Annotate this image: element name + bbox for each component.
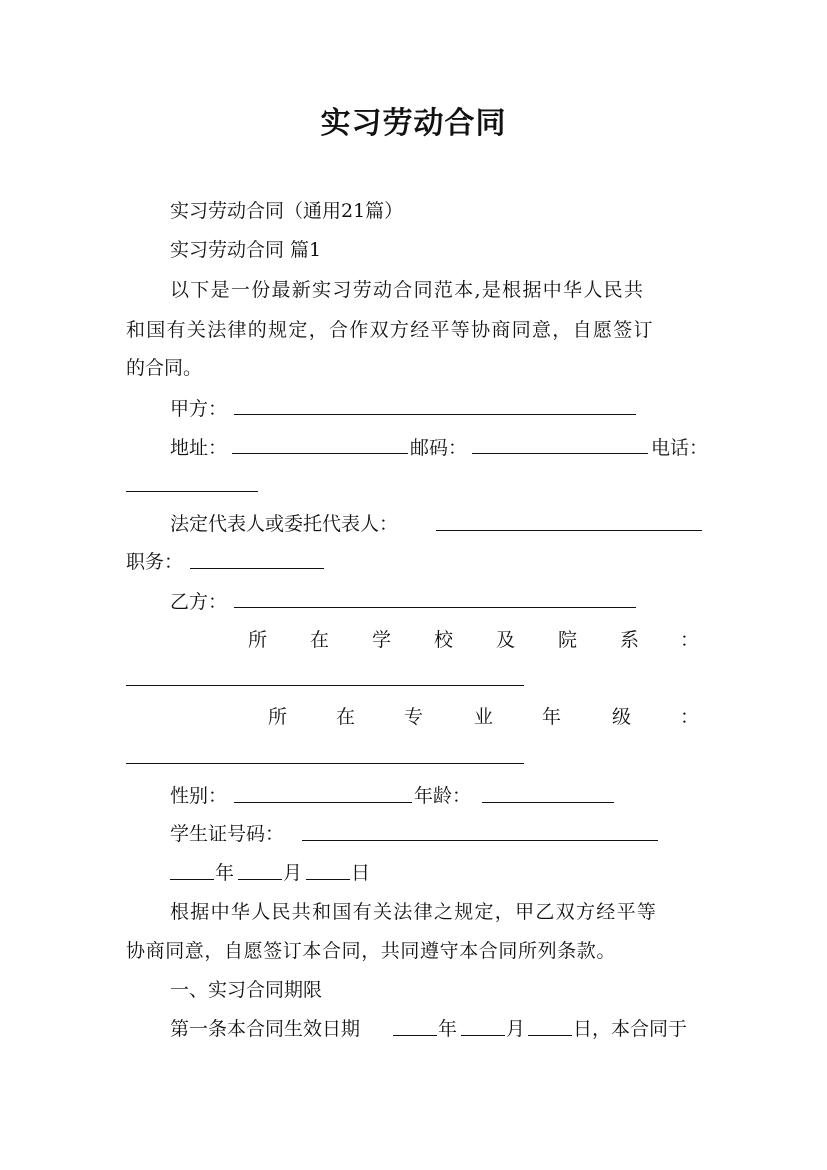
article-1-text-b: 日，本合同于 [573,1018,688,1040]
section-heading: 实习劳动合同 篇1 [170,239,322,261]
party-b-blank[interactable] [234,607,636,608]
school-char: 在 [310,629,330,651]
paragraph-2-line-2: 协商同意，自愿签订本合同，共同遵守本合同所列条款。 [126,940,617,962]
major-label [0,703,827,731]
major-char: 业 [474,706,494,728]
date-day-blank[interactable] [306,879,350,880]
school-blank[interactable] [126,685,524,686]
paragraph-2-line-1: 根据中华人民共和国有关法律之规定，甲乙双方经平等 [170,901,658,923]
age-blank[interactable] [482,802,614,803]
address-label: 地址： [170,437,228,459]
article-1-year-label: 年 [438,1018,458,1040]
document-subtitle: 实习劳动合同（通用21篇） [170,200,404,222]
major-char: 所 [268,706,288,728]
major-char: 年 [542,706,562,728]
article-1-day-blank[interactable] [528,1035,572,1036]
major-blank[interactable] [126,763,524,764]
phone-label: 电话： [651,437,709,459]
major-char: 在 [336,706,356,728]
position-label: 职务： [126,551,184,573]
postcode-label: 邮码： [410,437,468,459]
major-char: 专 [404,706,424,728]
legal-rep-label: 法定代表人或委托代表人： [170,513,399,535]
student-id-blank[interactable] [302,840,658,841]
gender-label: 性别： [170,785,228,807]
school-char: 校 [434,629,454,651]
school-label [0,626,827,654]
postcode-blank[interactable] [472,453,648,454]
section-1-heading: 一、实习合同期限 [170,979,323,1001]
party-a-blank[interactable] [234,414,636,415]
article-1-year-blank[interactable] [393,1035,437,1036]
school-char: 学 [372,629,392,651]
date-year-label: 年 [215,862,235,884]
date-year-blank[interactable] [170,879,214,880]
major-char: 级 [612,706,632,728]
position-blank[interactable] [190,568,324,569]
school-char: 及 [496,629,516,651]
party-b-label: 乙方： [170,591,228,613]
date-day-label: 日 [351,862,371,884]
address-blank[interactable] [232,453,408,454]
intro-line-2: 和国有关法律的规定，合作双方经平等协商同意，自愿签订 [126,319,654,341]
school-char: 所 [248,629,268,651]
document-title: 实习劳动合同 [320,106,507,141]
gender-blank[interactable] [234,802,412,803]
school-char: ： [680,629,700,651]
intro-line-1: 以下是一份最新实习劳动合同范本,是根据中华人民共 [170,279,645,301]
age-label: 年龄： [414,785,472,807]
school-char: 系 [620,629,640,651]
legal-rep-blank[interactable] [436,530,702,531]
school-char: 院 [558,629,578,651]
intro-line-3: 的合同。 [126,357,203,379]
major-char: ： [680,706,700,728]
student-id-label: 学生证号码： [170,823,285,845]
article-1-month-label: 月 [506,1018,526,1040]
article-1-text-a: 第一条本合同生效日期 [170,1018,361,1040]
date-month-blank[interactable] [238,879,282,880]
party-a-label: 甲方： [170,398,228,420]
article-1-month-blank[interactable] [461,1035,505,1036]
date-month-label: 月 [283,862,303,884]
phone-blank[interactable] [126,491,258,492]
